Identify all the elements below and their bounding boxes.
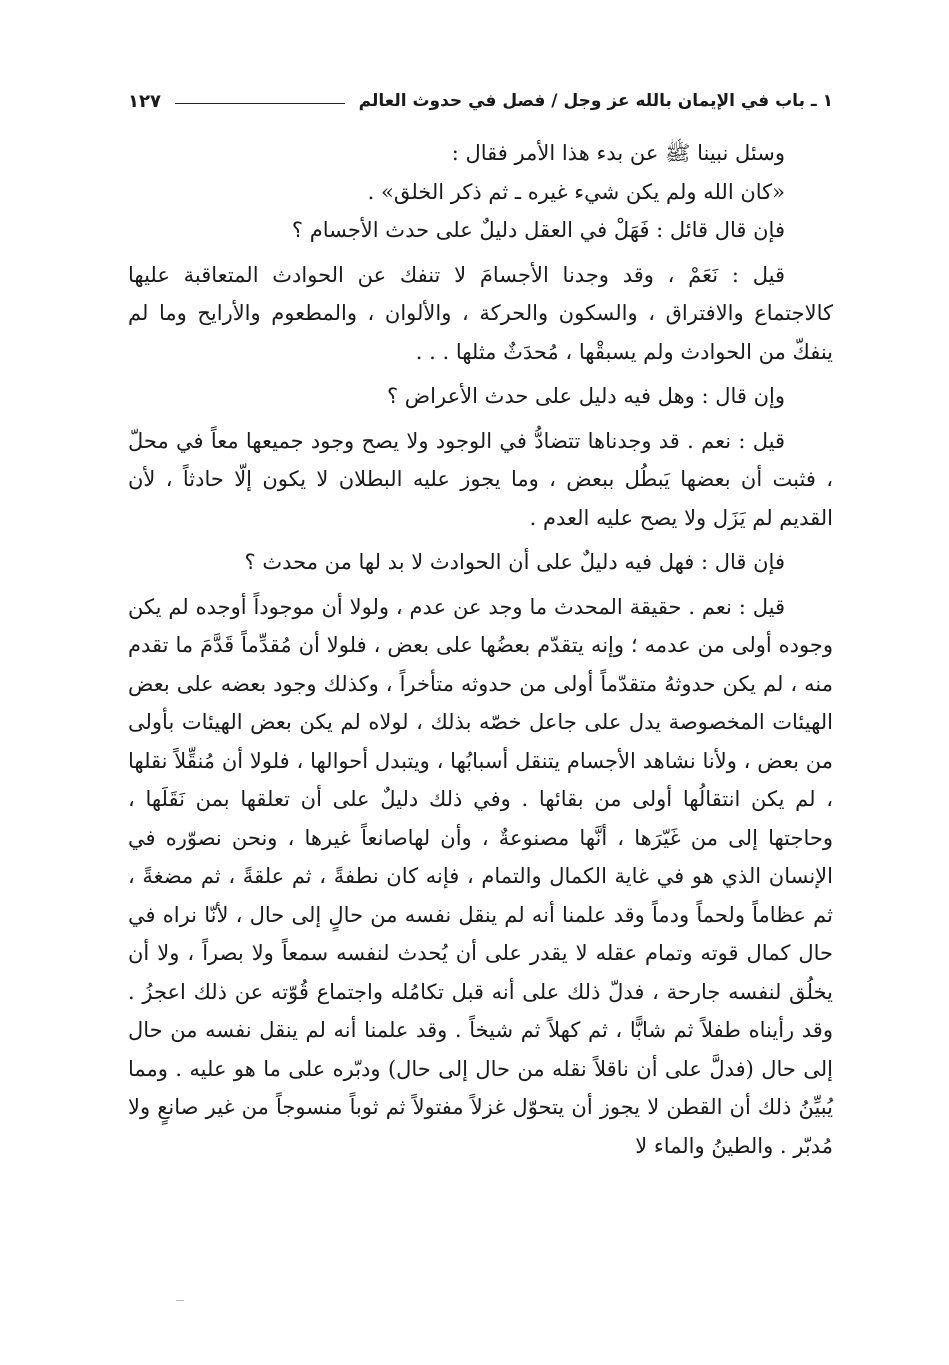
paragraph-2: «كان الله ولم يكن شيء غيره ـ ثم ذكر الخلق» . [367,179,785,204]
body-text [128,134,833,1165]
paragraph-8: قيل : نعم . حقيقة المحدث ما وجد عن عدم ، ولولا أن موجوداً أوجده لم يكن وجوده أولى من عدمه ؛ وإنه يتقدّم بعضُها على بعض ، فلولا أن مُقدِّماً قَدَّمَ ما تقدم منه ، لم يكن حدوثهُ متقدّماً أولى من حدوثه متأخراً ، وكذلك وجود بعضه على بعض الهيئات المخصوصة يدل على جاعل خصّه بذلك ، لولاه لم يكن بعض الهيئات بأولى من بعض ، ولأنا نشاهد الأجسام يتنقل أسبابُها ، ويتبدل أحوالها ، فلولا أن مُنقِّلاً نقلها ، لم يكن انتقالُها أولى من بقائها . وفي ذلك دليلٌ على أن تعلقها بمن نَقَلَها ، وحاجتها إلى من غَيّرَها ، أنَّها مصنوعةٌ ، وأن لهاصانعاً غيرها ، ونحن نصوّره في الإنسان الذي هو في غاية الكمال والتمام ، فإنه كان نطفةً ، ثم علقةً ، ثم مضغةً ، ثم عظاماً ولحماً ودماً وقد علمنا أنه لم ينقل نفسه من حالٍ إلى حال ، لأنّا نراه في حال كمال قوته وتمام عقله لا يقدر على أن يُحدث لنفسه سمعاً ولا بصراً ، ولا أن يخلُق لنفسه جارحة ، فدلّ ذلك على أنه قبل تكامُله واجتماع قُوّته عن ذلك اعجزُ . وقد رأيناه طفلاً ثم شابًّا ، ثم كهلاً ثم شيخاً . وقد علمنا أنه لم ينقل نفسه من حال إلى حال (فدلَّ على أن ناقلاً نقله من حال إلى حال) ودبّره على ما هو عليه . ومما يُبيِّنُ ذلك أن القطن لا يجوز أن يتحوّل غزلاً مفتولاً ثم ثوباً منسوجاً من غير صانعٍ ولا مُدبّر . والطينُ والماء لا [128,594,833,1158]
running-header [128,84,833,118]
paragraph-3: فإن قال قائل : فَهَلْ في العقل دليلٌ على حدث الأجسام ؟ [291,218,785,242]
paragraph-7: فإن قال : فهل فيه دليلٌ على أن الحوادث لا بد لها من محدث ؟ [244,550,785,574]
paragraph-4: قيل : نَعَمْ ، وقد وجدنا الأجسامَ لا تنفك عن الحوادث المتعاقبة عليها كالاجتماع والافتراق ، والسكون والحركة ، والألوان ، والمطعوم والأرايح وما لم ينفكّ من الحوادث ولم يسبقْها ، مُحدَثٌ مثلها . . . [128,262,833,364]
paragraph-6: قيل : نعم . قد وجدناها تتضادُّ في الوجود ولا يصح وجود جميعها معاً في محلّ ، فثبت أن بعضها يَبطُل ببعض ، وما يجوز عليه البطلان لا يكون إلّا حادثاً ، لأن القديم لم يَزَل ولا يصح عليه العدم . [128,428,833,530]
scan-mark [176,1300,184,1301]
chapter-title: ١ ـ باب في الإيمان بالله عز وجل / فصل في حدوث العالم [358,91,833,111]
page-number: ١٢٧ [128,90,161,112]
paragraph-1: وسئل نبينا ﷺ عن بدء هذا الأمر فقال : [451,141,785,165]
paragraph-5: وإن قال : وهل فيه دليل على حدث الأعراض ؟ [386,384,785,408]
header-rule [175,103,345,104]
